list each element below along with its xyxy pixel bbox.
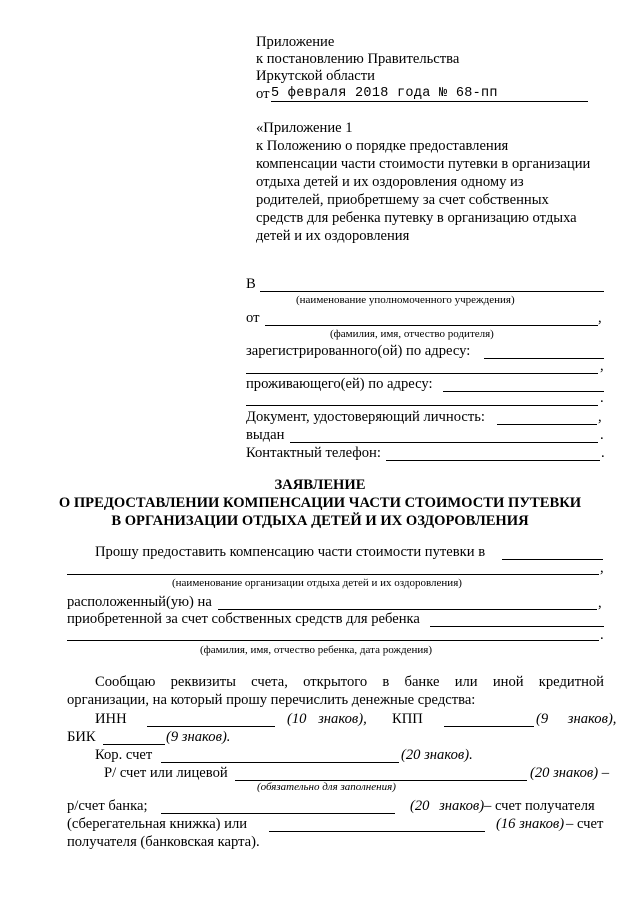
living-field-1[interactable]: [443, 391, 604, 392]
inn-field[interactable]: [147, 726, 275, 727]
document-field[interactable]: [497, 424, 597, 425]
card-label: получателя (банковская карта).: [67, 834, 260, 850]
living-label: проживающего(ей) по адресу:: [246, 376, 433, 392]
corr-field[interactable]: [161, 762, 399, 763]
header-line-3: Иркутской области: [256, 68, 375, 84]
bik-note: (9 знаков).: [166, 729, 231, 745]
header-date-value: 5 февраля 2018 года № 68-пп: [271, 86, 498, 101]
from-field[interactable]: [265, 325, 598, 326]
issued-label: выдан: [246, 427, 285, 443]
appendix-line-6: средств для ребенка путевку в организацию отдыха: [256, 210, 577, 226]
book-label: (сберегательная книжка) или: [67, 816, 248, 832]
bank-acc-field[interactable]: [161, 813, 395, 814]
title-line-2: О ПРЕДОСТАВЛЕНИИ КОМПЕНСАЦИИ ЧАСТИ СТОИМОСТИ ПУТЕВКИ: [58, 495, 582, 511]
header-date-prefix: от: [256, 86, 270, 102]
request-org-comma: ,: [600, 560, 604, 576]
registered-field-1[interactable]: [484, 358, 604, 359]
phone-dot: .: [601, 445, 605, 461]
corr-note: (20 знаков).: [401, 747, 473, 763]
purchased-label: приобретенной за счет собственных средств для ребенка: [67, 611, 420, 627]
document-label: Документ, удостоверяющий личность:: [246, 409, 485, 425]
bank-intro-1: Сообщаю реквизиты счета, открытого в банке или иной кредитной: [95, 674, 604, 690]
bank-acc-note: (20 знаков): [410, 798, 485, 814]
child-hint: (фамилия, имя, отчество ребенка, дата рождения): [200, 644, 433, 656]
issued-field[interactable]: [290, 442, 598, 443]
issued-dot: .: [600, 427, 604, 443]
document-comma: ,: [598, 409, 602, 425]
request-org-field-2[interactable]: [67, 574, 599, 575]
purchased-field-2[interactable]: [67, 640, 599, 641]
bank-intro-2: организации, на который прошу перечислить денежные средства:: [67, 692, 476, 708]
from-hint: (фамилия, имя, отчество родителя): [330, 328, 494, 340]
appendix-line-5: родителей, приобретшему за счет собственных: [256, 192, 549, 208]
book-field[interactable]: [269, 831, 485, 832]
located-field[interactable]: [218, 609, 597, 610]
to-field[interactable]: [260, 291, 604, 292]
from-label: от: [246, 310, 260, 326]
appendix-line-7: детей и их оздоровления: [256, 228, 410, 244]
appendix-line-3: компенсации части стоимости путевки в организации: [256, 156, 591, 172]
kpp-note: (9 знаков),: [536, 711, 617, 727]
phone-label: Контактный телефон:: [246, 445, 381, 461]
header-line-2: к постановлению Правительства: [256, 51, 460, 67]
request-org-field-1[interactable]: [502, 559, 603, 560]
inn-note: (10 знаков),: [287, 711, 367, 727]
kpp-label: КПП: [392, 711, 423, 727]
inn-label: ИНН: [95, 711, 127, 727]
appendix-line-2: к Положению о порядке предоставления: [256, 138, 509, 154]
request-line-1: Прошу предоставить компенсацию части стоимости путевки в: [95, 544, 486, 560]
header-date-underline: [271, 101, 588, 102]
bik-field[interactable]: [103, 744, 165, 745]
title-line-1: ЗАЯВЛЕНИЕ: [274, 477, 366, 493]
registered-label: зарегистрированного(ой) по адресу:: [246, 343, 471, 359]
rs-label: Р/ счет или лицевой: [104, 765, 228, 781]
rs-note: (20 знаков) –: [530, 765, 610, 781]
bik-label: БИК: [67, 729, 96, 745]
living-field-2[interactable]: [246, 405, 598, 406]
appendix-line-1: «Приложение 1: [256, 120, 353, 136]
registered-comma: ,: [600, 358, 604, 374]
to-label: В: [246, 276, 256, 292]
bank-acc-tail: – счет получателя: [484, 798, 595, 814]
bank-acc-label: р/счет банка;: [67, 798, 148, 814]
purchased-dot: .: [600, 627, 604, 643]
request-org-hint: (наименование организации отдыха детей и их оздоровления): [172, 577, 462, 589]
to-hint: (наименование уполномоченного учреждения): [296, 294, 515, 306]
phone-field[interactable]: [386, 460, 600, 461]
kpp-field[interactable]: [444, 726, 534, 727]
from-comma: ,: [598, 310, 602, 326]
corr-label: Кор. счет: [95, 747, 153, 763]
book-tail: – счет: [566, 816, 604, 832]
appendix-line-4: отдыха детей и их оздоровления одному из: [256, 174, 524, 190]
rs-hint: (обязательно для заполнения): [257, 781, 396, 793]
purchased-field-1[interactable]: [430, 626, 604, 627]
located-label: расположенный(ую) на: [67, 594, 212, 610]
registered-field-2[interactable]: [246, 373, 598, 374]
title-line-3: В ОРГАНИЗАЦИИ ОТДЫХА ДЕТЕЙ И ИХ ОЗДОРОВЛЕНИЯ: [111, 513, 529, 529]
header-line-1: Приложение: [256, 34, 335, 50]
living-dot: .: [600, 390, 604, 406]
book-note: (16 знаков): [496, 816, 565, 832]
located-comma: ,: [598, 595, 602, 611]
